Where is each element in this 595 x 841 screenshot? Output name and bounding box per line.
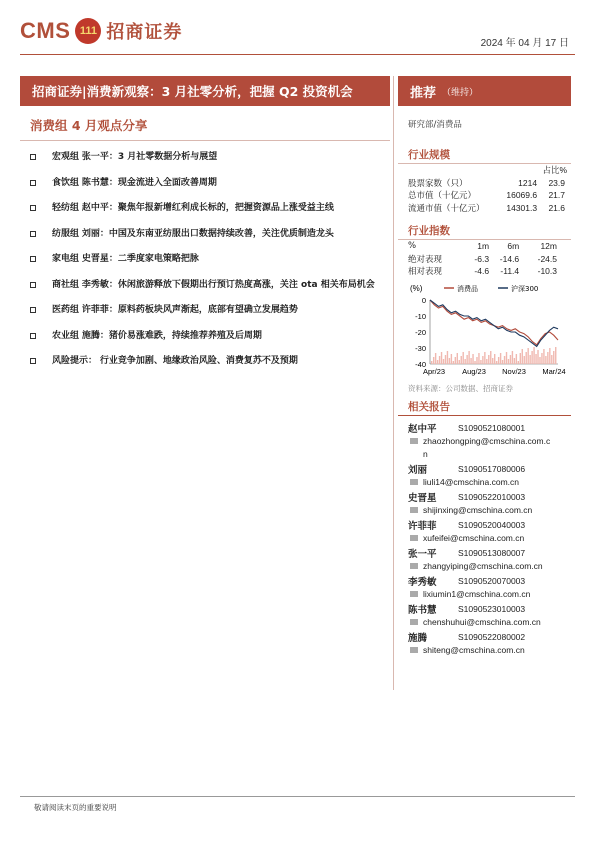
volume-bar — [459, 360, 460, 364]
volume-bar — [555, 347, 556, 364]
volume-bar — [468, 351, 469, 364]
analyst-row — [398, 545, 571, 560]
volume-bar — [502, 360, 503, 364]
volume-bar — [433, 357, 434, 364]
mail-icon — [410, 438, 418, 444]
bullet-group: 纺服组 — [52, 228, 80, 239]
logo-chinese-name: 招商证券 — [106, 22, 183, 43]
volume-bar — [453, 361, 454, 364]
row-value: -11.4 — [500, 266, 520, 277]
chart-volume-bars — [431, 347, 556, 364]
volume-bar — [463, 352, 464, 364]
industry-index-section — [398, 222, 571, 278]
volume-bar — [488, 355, 489, 364]
volume-bar — [484, 352, 485, 364]
analyst-email-row — [398, 644, 571, 657]
analyst-name: 张一平 — [408, 548, 437, 560]
bullet-group: 家电组 — [52, 254, 80, 264]
bullet-item — [30, 278, 385, 293]
bullet-square-icon — [30, 154, 36, 160]
bullet-square-icon — [30, 256, 36, 262]
analyst-list — [398, 420, 571, 657]
analyst-license-id: S1090521080001 — [458, 422, 526, 433]
row-value: 14301.3 — [506, 202, 538, 213]
volume-bar — [457, 353, 458, 364]
row-value: -14.6 — [499, 253, 520, 264]
volume-bar — [529, 355, 530, 364]
header-cell: 12m — [540, 241, 557, 252]
bullet-analyst: 许菲菲： — [81, 305, 118, 315]
analyst-email[interactable]: xufeifei@cmschina.com.cn — [423, 533, 525, 543]
rating-label: 推荐 — [410, 85, 437, 101]
volume-bar — [494, 354, 495, 364]
volume-bar — [535, 354, 536, 364]
volume-bar — [431, 361, 432, 364]
logo-badge-icon: 111 — [75, 18, 101, 44]
analyst-email-row — [398, 560, 571, 573]
table-row — [398, 265, 571, 278]
volume-bar — [545, 356, 546, 364]
volume-bar — [551, 355, 552, 364]
volume-bar — [518, 361, 519, 364]
bullet-analyst: 史晋星： — [81, 254, 118, 264]
series-line — [430, 300, 558, 346]
mail-icon — [410, 647, 418, 653]
row-value: -24.5 — [537, 253, 557, 264]
analyst-email[interactable]: liuli14@cmschina.com.cn — [423, 477, 520, 487]
chart-series-lines — [430, 300, 558, 346]
volume-bar — [516, 354, 517, 364]
volume-bar — [490, 351, 491, 364]
volume-bar — [435, 353, 436, 364]
bullet-analyst: 施腾： — [81, 330, 109, 341]
bullet-item — [30, 303, 385, 318]
column-divider — [393, 76, 394, 690]
analyst-email-row — [398, 476, 571, 489]
y-tick-label: -10 — [415, 312, 426, 321]
volume-bar — [447, 351, 448, 364]
volume-bar — [443, 359, 444, 364]
mail-icon — [410, 591, 418, 597]
bullet-analyst: 李秀敏： — [81, 279, 118, 290]
subtitle-divider — [20, 140, 390, 141]
volume-bar — [533, 347, 534, 364]
x-tick-label: Aug/23 — [462, 367, 486, 376]
table-row — [398, 253, 571, 266]
header-cell: 6m — [507, 241, 520, 252]
header-cell: 1m — [477, 241, 490, 252]
analyst-email-row — [398, 435, 571, 461]
mail-icon — [410, 619, 418, 625]
analyst-email-wrap: n — [423, 449, 428, 459]
bullet-list — [30, 150, 385, 380]
volume-bar — [480, 360, 481, 364]
bullet-analyst: 张一平： — [81, 152, 118, 162]
company-logo — [20, 14, 182, 48]
bullet-group: 食饮组 — [52, 177, 80, 188]
bullet-text: 3 月社零数据分析与展望 — [117, 152, 218, 162]
row-pct: 23.9 — [548, 177, 565, 188]
volume-bar — [449, 358, 450, 364]
bullet-square-icon — [30, 358, 36, 364]
volume-bar — [476, 357, 477, 364]
footer-divider — [20, 796, 575, 797]
report-date: 2024 年 04 月 17 日 — [480, 38, 569, 49]
y-tick-label: -40 — [415, 360, 426, 369]
table-row — [398, 177, 571, 190]
analyst-email-row — [398, 616, 571, 629]
chart-source: 资料来源：公司数据、招商证券 — [408, 384, 513, 393]
analyst-email[interactable]: lixiumin1@cmschina.com.cn — [423, 589, 531, 599]
bullet-text: 中国及东南亚纺服出口数据持续改善，关注优质制造龙头 — [108, 228, 334, 239]
volume-bar — [549, 348, 550, 364]
analyst-row — [398, 461, 571, 476]
volume-bar — [500, 353, 501, 364]
analyst-row — [398, 489, 571, 504]
row-value: 1214 — [518, 177, 538, 188]
analyst-name: 刘丽 — [408, 464, 428, 476]
rating-bar — [398, 76, 571, 106]
volume-bar — [439, 356, 440, 364]
volume-bar — [441, 352, 442, 364]
volume-bar — [472, 354, 473, 364]
row-pct: 21.6 — [548, 202, 565, 213]
volume-bar — [461, 356, 462, 364]
y-tick-label: -30 — [415, 344, 426, 353]
analyst-name: 赵中平 — [408, 423, 437, 435]
industry-scale-section — [398, 146, 571, 214]
x-tick-label: Apr/23 — [422, 367, 446, 376]
bullet-square-icon — [30, 180, 36, 186]
bullet-text: 二季度家电策略把脉 — [117, 254, 199, 264]
bullet-group: 商社组 — [52, 279, 80, 290]
bullet-square-icon — [30, 205, 36, 211]
volume-bar — [541, 353, 542, 364]
bullet-square-icon — [30, 307, 36, 313]
volume-bar — [506, 352, 507, 364]
table-row — [398, 189, 571, 202]
analyst-license-id: S1090522010003 — [458, 491, 526, 502]
bullet-analyst: 赵中平： — [81, 203, 118, 213]
bullet-group: 宏观组 — [52, 152, 80, 162]
analyst-email-row — [398, 504, 571, 517]
volume-bar — [466, 355, 467, 364]
bullet-group: 风险提示： — [52, 356, 98, 366]
industry-index-chart — [398, 282, 571, 382]
volume-bar — [520, 353, 521, 364]
bullet-analyst: 陈书慧： — [81, 177, 118, 188]
table-row — [398, 164, 571, 177]
volume-bar — [547, 352, 548, 364]
volume-bar — [451, 354, 452, 364]
analyst-row — [398, 517, 571, 532]
volume-bar — [524, 356, 525, 364]
volume-bar — [482, 356, 483, 364]
volume-bar — [437, 360, 438, 364]
bullet-text: 行业竞争加剧、地缘政治风险、消费复苏不及预期 — [99, 356, 298, 366]
volume-bar — [531, 351, 532, 364]
scale-col-header: 占比% — [542, 165, 567, 176]
row-label: 股票家数（只） — [408, 178, 468, 189]
mail-icon — [410, 479, 418, 485]
volume-bar — [478, 353, 479, 364]
department: 研究部/消费品 — [408, 120, 462, 130]
row-label: 总市值（十亿元） — [408, 191, 477, 202]
analyst-license-id: S1090513080007 — [458, 547, 526, 558]
analyst-email[interactable]: chenshuhui@cmschina.com.cn — [423, 617, 541, 627]
series-line — [430, 300, 558, 345]
volume-bar — [496, 361, 497, 364]
row-value: -4.6 — [474, 266, 490, 277]
volume-bar — [539, 357, 540, 364]
row-value: -6.3 — [474, 253, 490, 264]
row-label: 相对表现 — [408, 267, 443, 278]
bullet-group: 农业组 — [52, 330, 80, 341]
analyst-email[interactable]: shijinxing@cmschina.com.cn — [423, 505, 533, 515]
bullet-item — [30, 252, 385, 267]
table-row — [398, 240, 571, 253]
volume-bar — [510, 355, 511, 364]
bullet-item-risk — [30, 354, 385, 369]
chart-ylabel: (%) — [410, 284, 423, 293]
related-reports-section — [398, 398, 571, 657]
bullet-square-icon — [30, 282, 36, 288]
report-subtitle: 消费组 4 月观点分享 — [30, 118, 148, 133]
analyst-license-id: S1090522080002 — [458, 631, 526, 642]
bullet-square-icon — [30, 231, 36, 237]
analyst-name: 许菲菲 — [408, 520, 437, 532]
volume-bar — [537, 350, 538, 364]
mail-icon — [410, 563, 418, 569]
volume-bar — [470, 358, 471, 364]
bullet-text: 原料药板块风声渐起，底部有望确立发展趋势 — [117, 305, 298, 315]
logo-text: CMS — [20, 18, 71, 43]
volume-bar — [522, 349, 523, 364]
analyst-email[interactable]: shiteng@cmschina.com.cn — [423, 645, 525, 655]
row-label: 流通市值（十亿元） — [408, 203, 485, 214]
bullet-analyst: 刘丽： — [81, 228, 109, 239]
rating-note: （维持） — [442, 87, 479, 98]
mail-icon — [410, 535, 418, 541]
volume-bar — [526, 352, 527, 364]
volume-bar — [445, 355, 446, 364]
legend-label: 消费品 — [457, 285, 478, 293]
index-table — [398, 240, 571, 278]
legend-label: 沪深300 — [511, 285, 539, 293]
volume-bar — [504, 356, 505, 364]
x-tick-label: Nov/23 — [502, 367, 526, 376]
bullet-item — [30, 329, 385, 344]
chart-legend — [444, 284, 538, 293]
analyst-license-id: S1090520070003 — [458, 575, 526, 586]
analyst-row — [398, 629, 571, 644]
y-tick-label: -20 — [415, 328, 426, 337]
bullet-square-icon — [30, 333, 36, 339]
volume-bar — [498, 357, 499, 364]
volume-bar — [508, 359, 509, 364]
analyst-row — [398, 420, 571, 435]
mail-icon — [410, 507, 418, 513]
y-tick-label: 0 — [421, 296, 426, 305]
volume-bar — [492, 358, 493, 364]
report-title: 招商证券|消费新观察：3 月社零分析，把握 Q2 投资机会 — [20, 76, 390, 106]
section-title: 行业规模 — [398, 146, 571, 164]
analyst-license-id: S1090523010003 — [458, 603, 526, 614]
section-title: 行业指数 — [398, 222, 571, 240]
header-divider — [20, 54, 575, 55]
analyst-license-id: S1090520040003 — [458, 519, 526, 530]
analyst-license-id: S1090517080006 — [458, 463, 526, 474]
analyst-row — [398, 573, 571, 588]
x-tick-label: Mar/24 — [542, 367, 566, 376]
scale-table — [398, 164, 571, 214]
section-title: 相关报告 — [398, 398, 571, 416]
analyst-email-row — [398, 588, 571, 601]
analyst-email[interactable]: zhangyiping@cmschina.com.cn — [423, 561, 543, 571]
bullet-group: 医药组 — [52, 305, 80, 315]
bullet-text: 现金流进入全面改善周期 — [117, 177, 217, 188]
analyst-email[interactable]: zhaozhongping@cmschina.com.c — [423, 436, 551, 446]
volume-bar — [512, 351, 513, 364]
volume-bar — [464, 359, 465, 364]
bullet-item — [30, 201, 385, 216]
analyst-name: 陈书慧 — [408, 604, 437, 616]
analyst-email-row — [398, 532, 571, 545]
analyst-name: 施腾 — [408, 632, 428, 644]
volume-bar — [486, 359, 487, 364]
row-pct: 21.7 — [548, 190, 565, 201]
volume-bar — [455, 357, 456, 364]
row-value: 16069.6 — [506, 190, 538, 201]
volume-bar — [514, 358, 515, 364]
bullet-text: 聚焦年报新增红利成长标的，把握资源品上涨受益主线 — [117, 203, 334, 213]
volume-bar — [527, 348, 528, 364]
analyst-name: 李秀敏 — [408, 576, 437, 588]
volume-bar — [543, 349, 544, 364]
bullet-group: 轻纺组 — [52, 203, 80, 213]
analyst-name: 史晋星 — [408, 492, 437, 504]
header-cell: % — [408, 241, 417, 252]
row-value: -10.3 — [537, 266, 557, 277]
row-label: 绝对表现 — [408, 254, 443, 265]
table-row — [398, 202, 571, 215]
bullet-text: 猪价易涨难跌，持续推荐养殖及后周期 — [108, 330, 262, 341]
bullet-item — [30, 227, 385, 242]
volume-bar — [474, 361, 475, 364]
analyst-row — [398, 601, 571, 616]
bullet-item — [30, 150, 385, 165]
volume-bar — [553, 351, 554, 364]
bullet-text: 休闲旅游释放下假期出行预订热度高涨，关注 ota 相关布局机会 — [117, 279, 375, 290]
bullet-item — [30, 176, 385, 191]
footer-note: 敬请阅读末页的重要说明 — [34, 803, 117, 812]
